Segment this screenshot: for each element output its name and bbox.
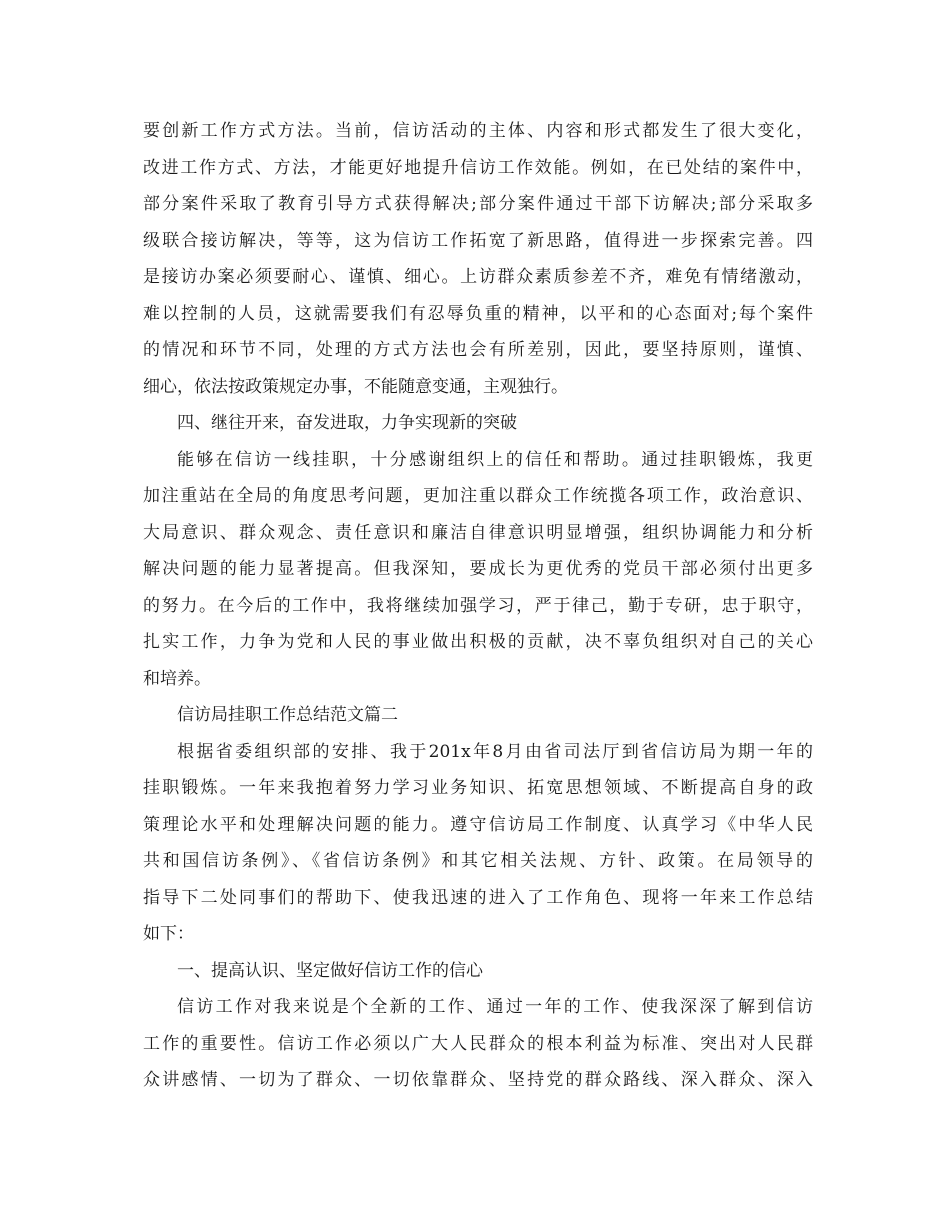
text-line: 的努力。在今后的工作中，我将继续加强学习，严于律己，勤于专研，忠于职守， <box>143 595 813 616</box>
text-line: 信访局挂职工作总结范文篇二 <box>177 705 398 725</box>
text-line: 是接访办案必须要耐心、谨慎、细心。上访群众素质参差不齐，难免有情绪激动， <box>143 267 813 287</box>
text-line: 细心，依法按政策规定办事，不能随意变通，主观独行。 <box>143 376 568 397</box>
text-line: 根据省委组织部的安排、我于201x年8月由省司法厅到省信访局为期一年的 <box>177 741 813 762</box>
text-line: 信访工作对我来说是个全新的工作、通过一年的工作、使我深深了解到信访 <box>177 997 813 1017</box>
text-line: 四、继往开来，奋发进取，力争实现新的突破 <box>177 413 517 433</box>
text-line: 策理论水平和处理解决问题的能力。遵守信访局工作制度、认真学习《中华人民 <box>143 814 813 835</box>
document-body <box>143 113 813 1099</box>
text-line: 工作的重要性。信访工作必须以广大人民群众的根本利益为标准、突出对人民群 <box>143 1033 813 1054</box>
text-line: 难以控制的人员，这就需要我们有忍辱负重的精神，以平和的心态面对;每个案件 <box>143 303 813 324</box>
text-line: 解决问题的能力显著提高。但我深知，要成长为更优秀的党员干部必须付出更多 <box>143 559 813 579</box>
text-line: 改进工作方式、方法，才能更好地提升信访工作效能。例如，在已处结的案件中， <box>143 157 813 178</box>
text-line: 如下： <box>143 924 194 944</box>
text-line: 能够在信访一线挂职，十分感谢组织上的信任和帮助。通过挂职锻炼，我更 <box>177 449 813 470</box>
text-line: 指导下二处同事们的帮助下、使我迅速的进入了工作角色、现将一年来工作总结 <box>143 887 813 908</box>
text-line: 的情况和环节不同，处理的方式方法也会有所差别，因此，要坚持原则，谨慎、 <box>143 340 813 360</box>
text-line: 加注重站在全局的角度思考问题，更加注重以群众工作统揽各项工作，政治意识、 <box>143 486 813 506</box>
text-line: 要创新工作方式方法。当前，信访活动的主体、内容和形式都发生了很大变化， <box>143 121 813 141</box>
text-line: 众讲感情、一切为了群众、一切依靠群众、坚持党的群众路线、深入群众、深入 <box>143 1070 813 1090</box>
text-line: 和培养。 <box>143 668 211 689</box>
text-line: 挂职锻炼。一年来我抱着努力学习业务知识、拓宽思想领域、不断提高自身的政 <box>143 778 813 798</box>
text-line: 大局意识、群众观念、责任意识和廉洁自律意识明显增强，组织协调能力和分析 <box>143 522 813 543</box>
text-line: 一、提高认识、坚定做好信访工作的信心 <box>177 960 483 981</box>
text-line: 部分案件采取了教育引导方式获得解决;部分案件通过干部下访解决;部分采取多 <box>143 194 813 214</box>
text-line: 级联合接访解决，等等，这为信访工作拓宽了新思路，值得进一步探索完善。四 <box>143 230 813 251</box>
text-line: 共和国信访条例》、《省信访条例》和其它相关法规、方针、政策。在局领导的 <box>143 851 813 871</box>
text-line: 扎实工作，力争为党和人民的事业做出积极的贡献，决不辜负组织对自己的关心 <box>143 632 813 652</box>
